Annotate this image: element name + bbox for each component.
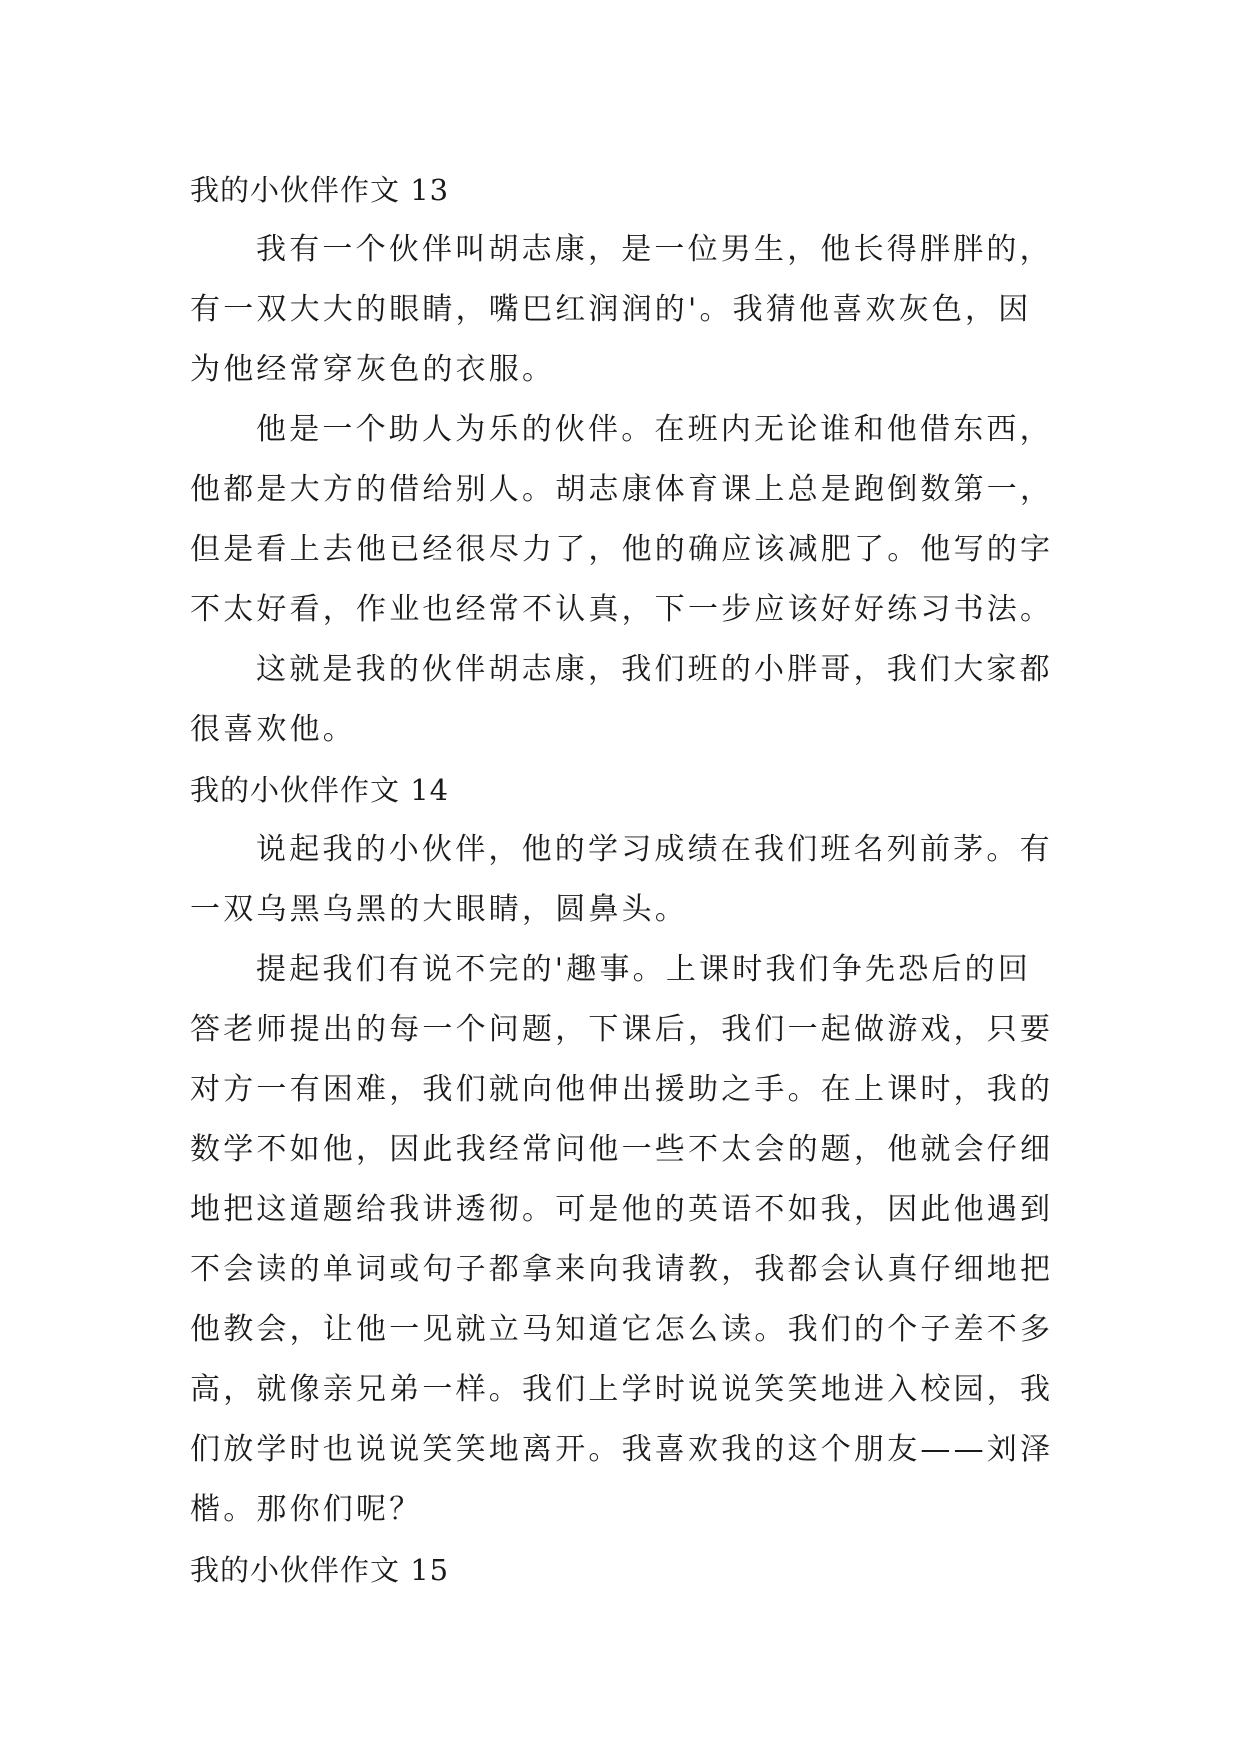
essay-14-paragraph-1 bbox=[190, 820, 1070, 940]
text-line: 说起我的小伙伴，他的学习成绩在我们班名列前茅。有 bbox=[256, 832, 1053, 867]
text-line: 他教会，让他一见就立马知道它怎么读。我们的个子差不多 bbox=[190, 1312, 1054, 1347]
document-page bbox=[190, 160, 1070, 1600]
text-line: 很喜欢他。 bbox=[190, 712, 356, 747]
text-line: 他都是大方的借给别人。胡志康体育课上总是跑倒数第一， bbox=[190, 472, 1054, 507]
essay-14-title: 我的小伙伴作文 14 bbox=[190, 773, 450, 807]
text-line: 但是看上去他已经很尽力了，他的确应该减肥了。他写的字 bbox=[190, 532, 1054, 567]
text-line: 我有一个伙伴叫胡志康，是一位男生，他长得胖胖的， bbox=[256, 232, 1053, 267]
essay-15-title: 我的小伙伴作文 15 bbox=[190, 1553, 450, 1587]
text-line: 不太好看，作业也经常不认真，下一步应该好好练习书法。 bbox=[190, 592, 1054, 627]
essay-13-paragraph-1 bbox=[190, 220, 1070, 400]
text-line: 有一双大大的眼睛，嘴巴红润润的'。我猜他喜欢灰色，因 bbox=[190, 292, 1032, 327]
essay-14-paragraph-2 bbox=[190, 940, 1070, 1540]
text-line: 为他经常穿灰色的衣服。 bbox=[190, 352, 556, 387]
text-line: 高，就像亲兄弟一样。我们上学时说说笑笑地进入校园，我 bbox=[190, 1372, 1054, 1407]
text-line: 们放学时也说说笑笑地离开。我喜欢我的这个朋友——刘泽 bbox=[190, 1432, 1054, 1467]
text-line: 提起我们有说不完的'趣事。上课时我们争先恐后的回 bbox=[256, 952, 1032, 987]
text-line: 不会读的单词或句子都拿来向我请教，我都会认真仔细地把 bbox=[190, 1252, 1054, 1287]
text-line: 对方一有困难，我们就向他伸出援助之手。在上课时，我的 bbox=[190, 1072, 1054, 1107]
essay-13-title: 我的小伙伴作文 13 bbox=[190, 173, 450, 207]
text-line: 地把这道题给我讲透彻。可是他的英语不如我，因此他遇到 bbox=[190, 1192, 1054, 1227]
text-line: 数学不如他，因此我经常问他一些不太会的题，他就会仔细 bbox=[190, 1132, 1054, 1167]
text-line: 他是一个助人为乐的伙伴。在班内无论谁和他借东西， bbox=[256, 412, 1053, 447]
essay-13-paragraph-2 bbox=[190, 400, 1070, 640]
text-line: 楷。那你们呢？ bbox=[190, 1492, 423, 1527]
text-line: 这就是我的伙伴胡志康，我们班的小胖哥，我们大家都 bbox=[256, 652, 1053, 687]
text-line: 答老师提出的每一个问题，下课后，我们一起做游戏，只要 bbox=[190, 1012, 1054, 1047]
essay-13-paragraph-3 bbox=[190, 640, 1070, 760]
text-line: 一双乌黑乌黑的大眼睛，圆鼻头。 bbox=[190, 892, 688, 927]
